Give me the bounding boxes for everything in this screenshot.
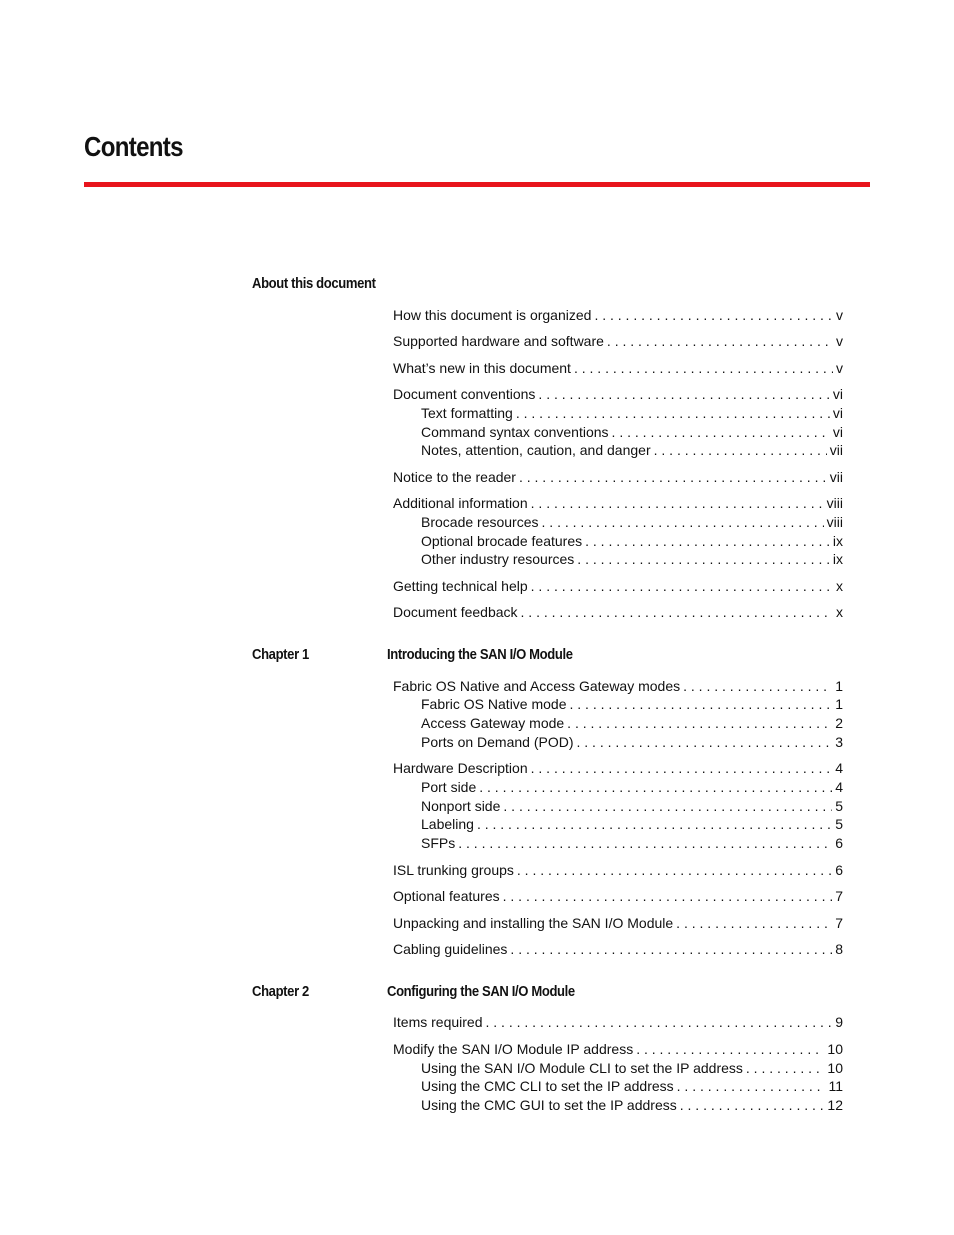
toc-entry-page: v — [836, 360, 843, 376]
toc-entry-title: Document feedback — [393, 604, 518, 620]
dot-leader — [680, 1096, 825, 1114]
toc-entry-title: Fabric OS Native and Access Gateway modes — [393, 678, 681, 694]
toc-entry-page: 4 — [835, 779, 843, 795]
dot-leader — [542, 513, 824, 531]
toc-entry-page: x — [836, 578, 843, 594]
toc-subentry[interactable] — [421, 815, 843, 833]
dot-leader — [574, 359, 833, 377]
toc-entry[interactable] — [393, 914, 843, 932]
toc-entry-title: Items required — [393, 1014, 483, 1030]
toc-subentry[interactable] — [421, 733, 843, 751]
toc-entry[interactable] — [393, 1040, 843, 1058]
toc-subentry[interactable] — [421, 714, 843, 732]
toc-entry-page: vi — [832, 405, 843, 421]
dot-leader — [585, 532, 830, 550]
toc-entry-title: Using the CMC CLI to set the IP address — [421, 1078, 674, 1094]
toc-entry-page: vii — [829, 469, 843, 485]
toc-entry-title: Unpacking and installing the SAN I/O Module — [393, 915, 674, 931]
toc-entry-title: What’s new in this document — [393, 360, 571, 376]
chapter-number: Chapter 1 — [252, 647, 309, 663]
toc-entry-page: vii — [829, 442, 843, 458]
toc-subentry[interactable] — [421, 550, 843, 568]
toc-entry-title: Document conventions — [393, 386, 536, 402]
toc-entry-title: Cabling guidelines — [393, 941, 508, 957]
toc-entry-page: vi — [832, 424, 843, 440]
toc-entry-page: ix — [832, 551, 843, 567]
dot-leader — [567, 714, 832, 732]
toc-subentry[interactable] — [421, 695, 843, 713]
toc-entry[interactable] — [393, 494, 843, 512]
toc-entry-page: 5 — [835, 798, 843, 814]
dot-leader — [612, 423, 830, 441]
dot-leader — [458, 834, 832, 852]
toc-entry[interactable] — [393, 861, 843, 879]
dot-leader — [538, 385, 829, 403]
toc-entry-page: viii — [826, 514, 843, 530]
chapter-number: Chapter 2 — [252, 984, 309, 1000]
toc-entry-title: Brocade resources — [421, 514, 539, 530]
toc-entry-page: ix — [832, 533, 843, 549]
toc-entry-page: v — [836, 333, 843, 349]
toc-entry-title: Fabric OS Native mode — [421, 696, 567, 712]
toc-entry[interactable] — [393, 359, 843, 377]
toc-entry-title: Other industry resources — [421, 551, 575, 567]
toc-entry-title: SFPs — [421, 835, 456, 851]
toc-entry-page: 3 — [835, 734, 843, 750]
dot-leader — [516, 404, 830, 422]
dot-leader — [654, 441, 827, 459]
dot-leader — [531, 577, 833, 595]
toc-entry-page: 7 — [835, 915, 843, 931]
toc-entry[interactable] — [393, 306, 843, 324]
toc-entry-title: Text formatting — [421, 405, 513, 421]
dot-leader — [531, 494, 824, 512]
toc-entry[interactable] — [393, 332, 843, 350]
dot-leader — [677, 1077, 826, 1095]
dot-leader — [594, 306, 833, 324]
dot-leader — [503, 887, 833, 905]
section-heading-about[interactable] — [252, 276, 376, 292]
toc-subentry[interactable] — [421, 834, 843, 852]
toc-entry-title: Access Gateway mode — [421, 715, 565, 731]
toc-subentry[interactable] — [421, 532, 843, 550]
toc-entry-page: 10 — [827, 1060, 843, 1076]
title-rule — [84, 182, 870, 187]
dot-leader — [479, 778, 832, 796]
toc-subentry[interactable] — [421, 423, 843, 441]
dot-leader — [683, 677, 832, 695]
toc-entry-title: Command syntax conventions — [421, 424, 609, 440]
toc-entry-page: 7 — [835, 888, 843, 904]
toc-entry[interactable] — [393, 603, 843, 621]
toc-entry-page: 4 — [835, 760, 843, 776]
toc-entry-page: 6 — [835, 862, 843, 878]
dot-leader — [636, 1040, 824, 1058]
toc-entry-title: Using the CMC GUI to set the IP address — [421, 1097, 677, 1113]
toc-subentry[interactable] — [421, 441, 843, 459]
toc-entry-title: Getting technical help — [393, 578, 528, 594]
toc-entry[interactable] — [393, 940, 843, 958]
section-heading-chapter-1[interactable] — [252, 647, 573, 663]
dot-leader — [746, 1059, 825, 1077]
dot-leader — [531, 759, 833, 777]
toc-entry[interactable] — [393, 759, 843, 777]
dot-leader — [570, 695, 833, 713]
toc-entry-title: Port side — [421, 779, 477, 795]
section-title: Configuring the SAN I/O Module — [387, 984, 575, 1000]
dot-leader — [577, 733, 833, 751]
dot-leader — [607, 332, 833, 350]
toc-subentry[interactable] — [421, 404, 843, 422]
toc-entry-page: 1 — [835, 678, 843, 694]
toc-entry[interactable] — [393, 385, 843, 403]
toc-entry-title: Modify the SAN I/O Module IP address — [393, 1041, 634, 1057]
dot-leader — [485, 1013, 832, 1031]
toc-entry-page: 10 — [827, 1041, 843, 1057]
dot-leader — [517, 861, 832, 879]
section-heading-chapter-2[interactable] — [252, 984, 575, 1000]
toc-subentry[interactable] — [421, 1059, 843, 1077]
toc-entry-page: 6 — [835, 835, 843, 851]
toc-entry-page: x — [836, 604, 843, 620]
toc-entry-page: 1 — [835, 696, 843, 712]
dot-leader — [521, 603, 833, 621]
toc-entry-title: How this document is organized — [393, 307, 592, 323]
toc-entry[interactable] — [393, 577, 843, 595]
toc-entry[interactable] — [393, 677, 843, 695]
toc-entry-page: vi — [832, 386, 843, 402]
toc-entry[interactable] — [393, 468, 843, 486]
toc-entry-title: ISL trunking groups — [393, 862, 514, 878]
toc-subentry[interactable] — [421, 513, 843, 531]
toc-entry-title: Labeling — [421, 816, 474, 832]
toc-entry-title: Using the SAN I/O Module CLI to set the IP address — [421, 1060, 743, 1076]
toc-subentry[interactable] — [421, 1096, 843, 1114]
toc-subentry[interactable] — [421, 797, 843, 815]
toc-entry-page: viii — [826, 495, 843, 511]
toc-entry-title: Hardware Description — [393, 760, 528, 776]
dot-leader — [510, 940, 832, 958]
toc-entry-page: 11 — [828, 1078, 843, 1094]
toc-entry-title: Supported hardware and software — [393, 333, 604, 349]
toc-entry-page: 8 — [835, 941, 843, 957]
dot-leader — [676, 914, 832, 932]
section-title: Introducing the SAN I/O Module — [387, 647, 573, 663]
page-title: Contents — [84, 131, 183, 162]
toc-entry-page: 5 — [835, 816, 843, 832]
toc-entry-page: 12 — [827, 1097, 843, 1113]
dot-leader — [577, 550, 830, 568]
toc-entry-title: Notice to the reader — [393, 469, 516, 485]
toc-entry-title: Nonport side — [421, 798, 501, 814]
toc-entry[interactable] — [393, 1013, 843, 1031]
toc-entry-title: Additional information — [393, 495, 528, 511]
toc-subentry[interactable] — [421, 1077, 843, 1095]
toc-entry-title: Ports on Demand (POD) — [421, 734, 574, 750]
toc-entry-title: Notes, attention, caution, and danger — [421, 442, 651, 458]
dot-leader — [503, 797, 832, 815]
toc-entry-page: 2 — [835, 715, 843, 731]
toc-entry-title: Optional brocade features — [421, 533, 583, 549]
section-title: About this document — [252, 276, 376, 292]
toc-entry-page: v — [836, 307, 843, 323]
dot-leader — [477, 815, 832, 833]
toc-subentry[interactable] — [421, 778, 843, 796]
toc-entry[interactable] — [393, 887, 843, 905]
dot-leader — [519, 468, 827, 486]
toc-entry-page: 9 — [835, 1014, 843, 1030]
toc-entry-title: Optional features — [393, 888, 500, 904]
